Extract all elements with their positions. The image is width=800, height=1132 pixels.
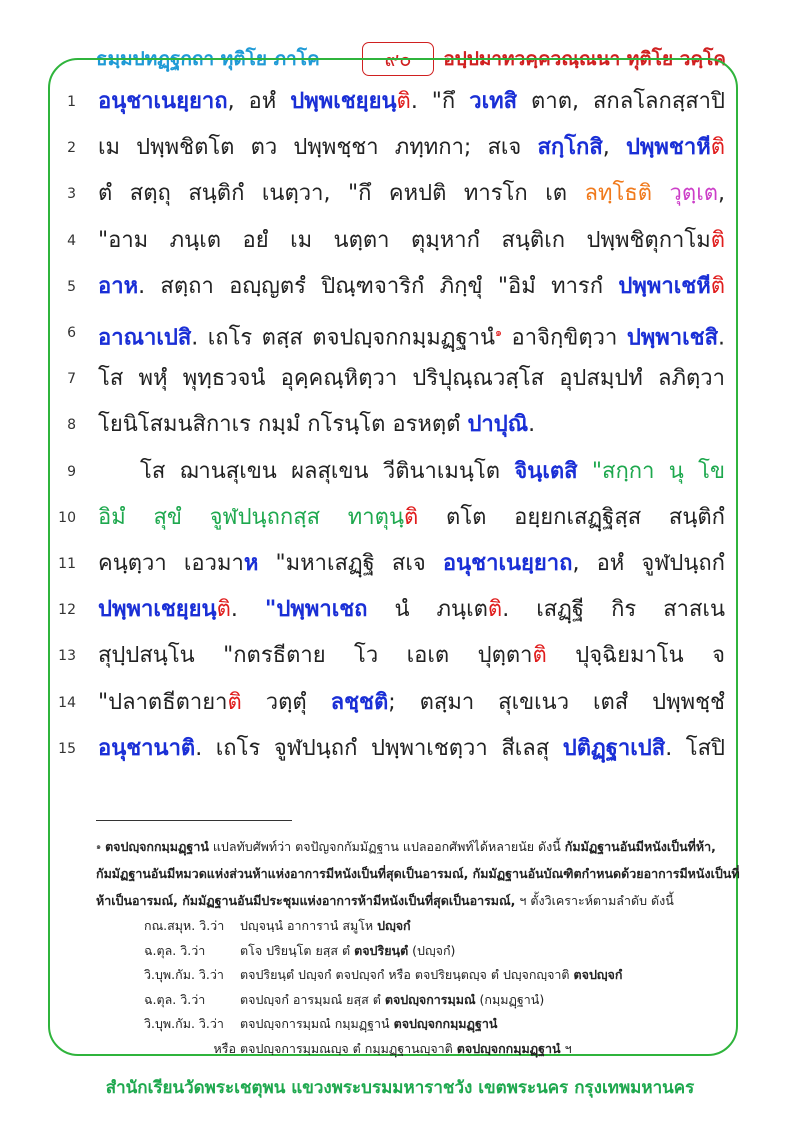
text-line [98, 687, 725, 719]
text-line [98, 178, 725, 210]
analysis-label: กณ.สมุห. วิ.ว่า [144, 918, 225, 933]
highlighted-word: ติ [487, 597, 503, 622]
text-line [98, 548, 725, 580]
footnote-marker: ๑ [96, 842, 102, 851]
highlighted-word: อาห [98, 274, 139, 299]
line-number: 9 [67, 464, 76, 480]
highlighted-word: ติ [227, 690, 242, 715]
line-number: 15 [58, 741, 76, 757]
line-number: 1 [67, 94, 76, 110]
analysis-suffix: (ปญฺจกํ) [408, 943, 456, 958]
text-run: "อาม ภนฺเต อยํ เม นตฺตา ตุมฺหากํ สนฺติเก ปพฺพชิตุกาโม [98, 228, 711, 253]
text-line [98, 409, 725, 441]
line-number: 5 [67, 279, 76, 295]
line-number: 2 [67, 140, 76, 156]
line-number: 3 [67, 186, 76, 202]
header-book-title: ธมฺมปทฏฺฐกถา ทุติโย ภาโค [96, 48, 320, 70]
analysis-row [144, 965, 622, 985]
analysis-row [144, 941, 455, 961]
text-run: . เสฏฺฐี กิร สาสเน [502, 597, 725, 622]
highlighted-word: จินฺเตสิ [514, 459, 578, 484]
analysis-text: ตจปญฺจการมฺมณํ กมฺมฏฺฐานํ [240, 1016, 394, 1031]
text-run: ปุจฺฉิยมาโน จ [546, 643, 725, 668]
analysis-label: หรือ [213, 1041, 236, 1056]
analysis-label: วิ.บุพ.กัม. วิ.ว่า [144, 967, 224, 982]
text-run: คนฺตฺวา เอวมา [98, 551, 244, 576]
highlighted-word: วุตฺเต [669, 181, 718, 206]
highlighted-word: ปาปุณิ [467, 412, 529, 437]
text-run [578, 459, 592, 484]
line-number: 11 [58, 556, 76, 572]
text-line [98, 225, 725, 257]
footer-institution: สำนักเรียนวัดพระเชตุพน แขวงพระบรมมหาราชวัง เขตพระนคร กรุงเทพมหานคร [105, 1078, 695, 1098]
analysis-result: ตจปญฺจกํ [573, 967, 623, 982]
highlighted-word: ปพฺพเชยฺยนฺ [290, 89, 397, 114]
highlighted-word: ปติฏฺฐาเปสิ [562, 736, 666, 761]
page-number-badge: ๙๐ [362, 42, 434, 76]
text-line [98, 86, 725, 118]
text-run: . เถโร ตสฺส ตจปญฺจกกมฺมฏฺฐานํ [191, 325, 496, 351]
highlighted-word: ปพฺพาเชสิ [626, 325, 719, 351]
text-run: , [602, 135, 626, 160]
text-run: . โสปิ [665, 736, 725, 761]
text-run: . [718, 325, 726, 351]
footnote-definition-2: ห้าเป็นอารมณ์, กัมมัฏฐานอันมีประชุมแห่งอาการห้ามีหนังเป็นที่สุดเป็นอารมณ์, [96, 893, 516, 908]
text-run: วตฺตุํ [241, 690, 331, 715]
analysis-result: ตจปญฺจกกมฺมฏฺฐานํ [456, 1041, 561, 1056]
text-line [98, 502, 725, 534]
line-number: 7 [67, 371, 76, 387]
analysis-result: ตจปญฺจการมฺมณํ [384, 992, 476, 1007]
text-line [98, 733, 725, 765]
footnote-definition: กัมมัฏฐานอันมีหนังเป็นที่ห้า, [564, 839, 716, 854]
analysis-row [144, 990, 544, 1010]
highlighted-word: ปพฺพาเชหี [618, 274, 711, 299]
text-run: . "กึ [410, 89, 470, 114]
text-run [652, 181, 670, 206]
text-line [98, 363, 725, 395]
line-number: 14 [58, 695, 76, 711]
analysis-suffix: (กมฺมฏฺฐานํ) [475, 992, 545, 1007]
text-run: ตาต, สกลโลกสฺสาปิ [517, 89, 725, 114]
text-line [98, 456, 725, 488]
highlighted-word: ติ [710, 274, 725, 299]
line-number: 10 [58, 510, 76, 526]
footnote-line-1 [96, 838, 736, 856]
analysis-result: ปญฺจกํ [377, 918, 411, 933]
footnote-line-2: กัมมัฏฐานอันมีหมวดแห่งส่วนห้าแห่งอาการมีหนังเป็นที่สุดเป็นอารมณ์, กัมมัฏฐานอันบัณฑิตกำหนดด้วยอาการมีหนังเป็นที่ [96, 866, 740, 881]
text-line [98, 640, 725, 672]
text-run: . [528, 412, 536, 437]
analysis-row [144, 916, 411, 936]
footnote-text-2: ฯ ตั้งวิเคราะห์ตามลำดับ ดังนี้ [515, 893, 674, 908]
text-line [98, 271, 725, 303]
text-run: . เถโร จูฬปนฺถกํ ปพฺพาเชตฺวา สีเลสุ [195, 736, 563, 761]
text-run: อาจิกฺขิตฺวา [502, 325, 627, 351]
text-line [98, 132, 725, 164]
highlighted-word: อนุชาเนยฺยาถ [442, 551, 573, 576]
line-number: 8 [67, 417, 76, 433]
highlighted-word: อาณาเปสิ [98, 325, 192, 351]
text-run: , [718, 181, 725, 206]
highlighted-word: ปพฺพาเชยฺยนฺ [98, 597, 217, 622]
text-run: สุปฺปสนฺโน "กตรธีตาย โว เอเต ปุตฺตา [98, 643, 533, 668]
text-run: นํ ภนฺเต [367, 597, 488, 622]
text-run: โยนิโสมนสิกาเร กมฺมํ กโรนฺโต อรหตฺตํ [98, 412, 468, 437]
highlighted-word: ติ [710, 135, 725, 160]
highlighted-word: ปพฺพชาหี [625, 135, 711, 160]
footnote-line-3 [96, 892, 736, 910]
highlighted-word: ติ [532, 643, 547, 668]
text-run: "มหาเสฏฺฐิ สเจ [258, 551, 443, 576]
header-chapter-title: อปฺปมาทวคฺควณฺณนา ทุติโย วคฺโค [443, 48, 726, 70]
text-line [98, 317, 725, 349]
footnote-ref: ๑ [495, 326, 503, 339]
analysis-result: ตจปริยนฺตํ [354, 943, 409, 958]
text-line [98, 594, 725, 626]
text-run: . สตฺถา อญฺญตรํ ปิณฺฑจาริกํ ภิกฺขุํ "อิมํ ทารกํ [138, 274, 619, 299]
footnote-term: ตจปญฺจกกมฺมฏฺฐานํ [105, 839, 209, 854]
highlighted-word: "สกฺกา นุ โข [591, 459, 726, 484]
line-number: 12 [58, 602, 76, 618]
highlighted-word: ลทฺโธติ [584, 181, 653, 206]
analysis-text: ตจปริยนฺตํ ปญฺจกํ ตจปญฺจกํ หรือ ตจปริยนฺตญฺจ ตํ ปญฺจกญฺจาติ [240, 967, 574, 982]
analysis-text: ตจปญฺจการมฺมณญฺจ ตํ กมฺมฏฺฐานญฺจาติ [240, 1041, 457, 1056]
footnote-divider [96, 820, 292, 821]
highlighted-word: อนุชาเนยฺยาถ [98, 89, 228, 114]
line-number: 6 [67, 325, 76, 341]
line-number: 4 [67, 233, 76, 249]
analysis-suffix: ฯ [560, 1041, 572, 1056]
analysis-label: วิ.บุพ.กัม. วิ.ว่า [144, 1016, 224, 1031]
text-run: โส ฌานสุเขน ผลสุเขน วีตินาเมนฺโต [140, 459, 515, 484]
analysis-text: ตจปญฺจกํ อารมฺมณํ ยสฺส ตํ [240, 992, 385, 1007]
highlighted-word: ติ [216, 597, 231, 622]
text-run: , อหํ [227, 89, 291, 114]
highlighted-word: ติ [710, 228, 725, 253]
analysis-row [144, 1039, 572, 1059]
text-run: . [230, 597, 265, 622]
highlighted-word: อิมํ สุขํ จูฬปนฺถกสฺส ทาตุนฺ [98, 505, 404, 530]
analysis-label: ฉ.ตุล. วิ.ว่า [144, 992, 206, 1007]
analysis-text: ปญฺจนฺนํ อาการานํ สมูโห [240, 918, 378, 933]
highlighted-word: อนุชานาติ [98, 736, 196, 761]
text-run: เม ปพฺพชิตโต ตว ปพฺพชฺชา ภทฺทกา; สเจ [98, 135, 538, 160]
highlighted-word: ติ [396, 89, 411, 114]
analysis-label: ฉ.ตุล. วิ.ว่า [144, 943, 206, 958]
highlighted-word: สกฺโกสิ [537, 135, 603, 160]
highlighted-word: "ปพฺพาเชถ [264, 597, 368, 622]
highlighted-word: ติ [404, 505, 419, 530]
analysis-result: ตจปญฺจกกมฺมฏฺฐานํ [393, 1016, 498, 1031]
highlighted-word: ห [243, 551, 259, 576]
highlighted-word: วเทสิ [469, 89, 518, 114]
text-run: "ปลาตธีตายา [98, 690, 228, 715]
line-number: 13 [58, 648, 76, 664]
text-run: ตํ สตฺถุ สนฺติกํ เนตฺวา, "กึ คหปติ ทารโก เต [98, 181, 585, 206]
highlighted-word: ลชฺชติ [330, 690, 389, 715]
footnote-text: แปลทับศัพท์ว่า ตจปัญจกกัมมัฏฐาน แปลออกศัพท์ได้หลายนัย ดังนี้ [208, 839, 565, 854]
analysis-row [144, 1014, 497, 1034]
analysis-text: ตโจ ปริยนฺโต ยสฺส ตํ [240, 943, 355, 958]
text-run: โส พหุํ พุทฺธวจนํ อุคฺคณฺหิตฺวา ปริปุณฺณวสฺโส อุปสมฺปทํ ลภิตฺวา [98, 366, 725, 391]
text-run: ตโต อยฺยกเสฏฺฐิสฺส สนฺติกํ [418, 505, 725, 530]
text-run: , อหํ จูฬปนฺถกํ [572, 551, 726, 576]
text-run: ; ตสฺมา สุเขเนว เตสํ ปพฺพชฺชํ [388, 690, 725, 715]
